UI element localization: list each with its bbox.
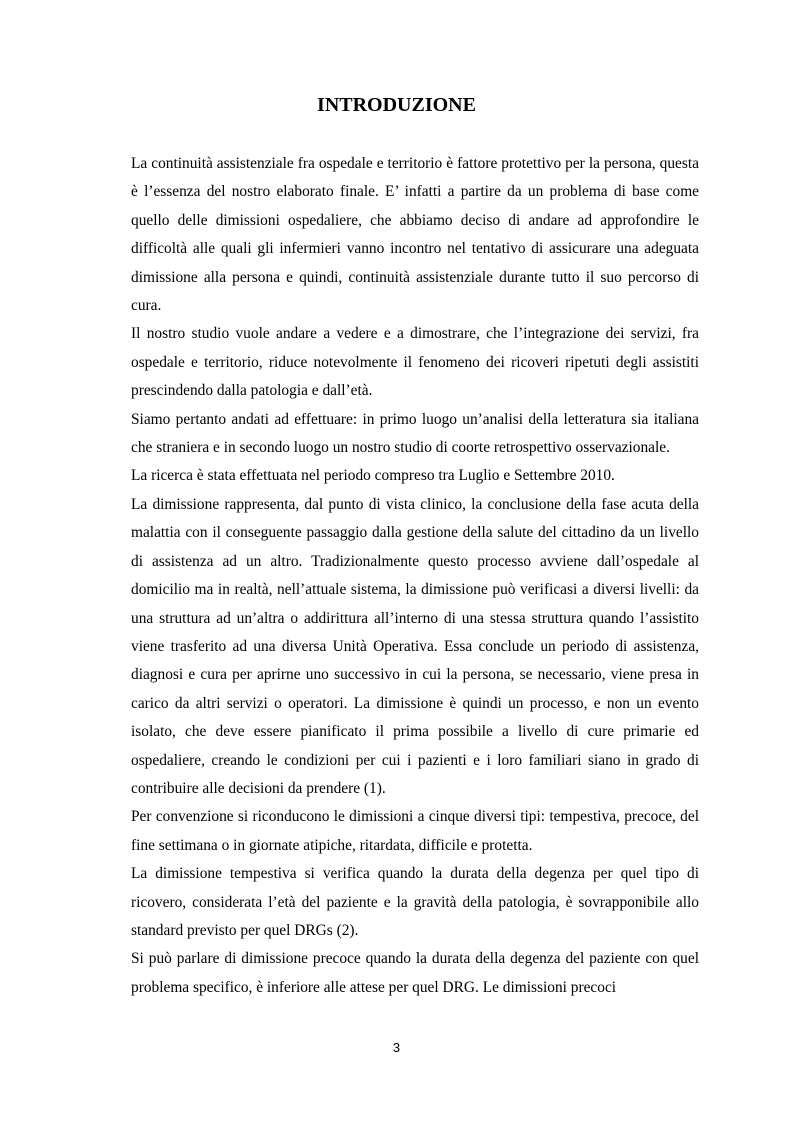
- paragraph: La dimissione tempestiva si verifica quando la durata della degenza per quel tipo di ricovero, considerata l’età del paziente e la gravità della patologia, è sovrapponibile allo standard previsto per quel DRGs (2).: [131, 865, 699, 939]
- paragraph: Per convenzione si riconducono le dimissioni a cinque diversi tipi: tempestiva, precoce, del fine settimana o in giornate atipiche, ritardata, difficile e protetta.: [131, 808, 699, 854]
- paragraph: La ricerca è stata effettuata nel periodo compreso tra Luglio e Settembre 2010.: [131, 467, 615, 485]
- paragraph: Il nostro studio vuole andare a vedere e a dimostrare, che l’integrazione dei servizi, fra ospedale e territorio, riduce notevolmente il fenomeno dei ricoveri ripetuti degli assistiti prescindendo dalla patologia e dall’età.: [131, 325, 699, 400]
- page-number: 3: [392, 1040, 401, 1055]
- page-title: INTRODUZIONE: [317, 94, 476, 116]
- body-text: [131, 150, 699, 1002]
- paragraph: Siamo pertanto andati ad effettuare: in primo luogo un’analisi della letteratura sia italiana che straniera e in secondo luogo un nostro studio di coorte retrospettivo osservazionale.: [131, 410, 699, 457]
- paragraph: Si può parlare di dimissione precoce quando la durata della degenza del paziente con quel problema specifico, è inferiore alle attese per quel DRG. Le dimissioni precoci: [131, 950, 699, 996]
- paragraph: La dimissione rappresenta, dal punto di vista clinico, la conclusione della fase acuta della malattia con il conseguente passaggio dalla gestione della salute del cittadino da un livello di assistenza ad un altro. Tradizionalmente questo processo avviene dall’ospedale al domicilio ma in realtà, nell’attuale sistema, la dimissione può verificasi a diversi livelli: da una struttura ad un’altra o addirittura all’interno di una stessa struttura quando l’assistito viene trasferito ad una diversa Unità Operativa. Essa conclude un periodo di assistenza, diagnosi e cura per aprirne uno successivo in cui la persona, se necessario, viene presa in carico da altri servizi o operatori. La dimissione è quindi un processo, e non un evento isolato, che deve essere pianificato il prima possibile a livello di cure primarie ed ospedaliere, creando le condizioni per cui i pazienti e i loro familiari siano in grado di contribuire alle decisioni da prendere (1).: [131, 495, 699, 797]
- paragraph: La continuità assistenziale fra ospedale e territorio è fattore protettivo per la persona, questa è l’essenza del nostro elaborato finale. E’ infatti a partire da un problema di base come quello delle dimissioni ospedaliere, che abbiamo deciso di andare ad approfondire le difficoltà alle quali gli infermieri vanno incontro nel tentativo di assicurare una adeguata dimissione alla persona e quindi, continuità assistenziale durante tutto il suo percorso di cura.: [131, 155, 699, 315]
